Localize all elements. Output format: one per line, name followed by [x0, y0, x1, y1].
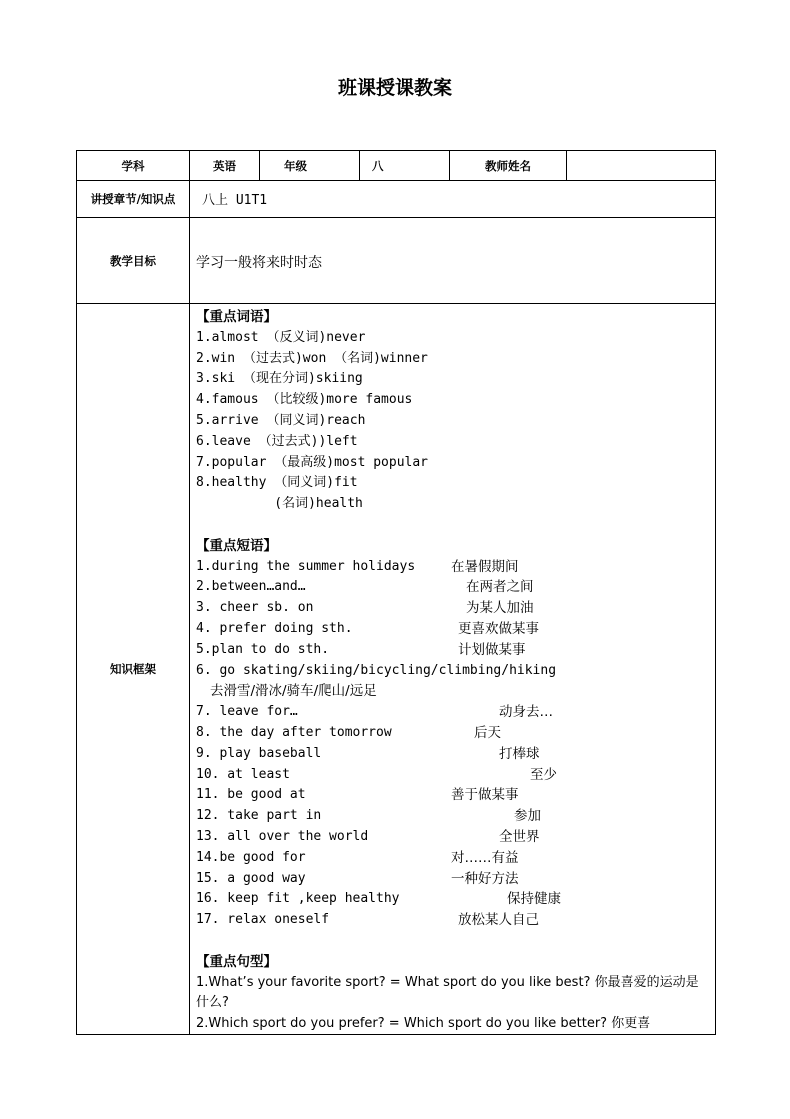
chapter-label: 讲授章节/知识点	[77, 181, 190, 218]
phrase-item	[196, 827, 715, 848]
goal-label: 教学目标	[77, 218, 190, 304]
phrase-item	[196, 785, 715, 806]
sentence-section-title: 【重点句型】	[196, 953, 277, 970]
phrase-item	[196, 744, 715, 765]
vocab-item: (名词)health	[196, 496, 363, 512]
vocab-item: 3.ski （现在分词)skiing	[196, 371, 363, 387]
phrase-en: 3. cheer sb. on	[196, 600, 314, 616]
phrase-item	[196, 889, 715, 910]
phrase-cn: 打棒球	[499, 745, 540, 762]
phrase-en: 15. a good way	[196, 870, 306, 886]
grade-value: 八	[360, 151, 450, 181]
phrase-cn: 在暑假期间	[451, 558, 519, 575]
phrase-cn: 动身去…	[499, 704, 553, 721]
phrase-en: 7. leave for…	[196, 704, 298, 720]
header-row	[77, 151, 716, 181]
phrase-item	[196, 702, 715, 723]
phrase-en: 6. go skating/skiing/bicycling/climbing/hiking	[196, 662, 557, 678]
phrase-en: 10. at least	[196, 766, 290, 782]
phrase-cn: 全世界	[499, 828, 540, 845]
phrase-item	[196, 661, 715, 682]
phrase-en: 9. play baseball	[196, 745, 322, 761]
vocab-item: 2.win （过去式)won （名词)winner	[196, 350, 428, 366]
phrase-en: 13. all over the world	[196, 828, 369, 844]
phrase-en: 2.between…and…	[196, 579, 306, 595]
teacher-label: 教师姓名	[450, 151, 567, 181]
page-title: 班课授课教案	[337, 77, 452, 99]
vocab-item: 6.leave （过去式))left	[196, 433, 358, 449]
lesson-plan-table	[76, 150, 716, 1035]
phrase-cn: 善于做某事	[451, 787, 519, 804]
phrase-en: 8. the day after tomorrow	[196, 724, 392, 740]
phrase-item	[196, 619, 715, 640]
phrase-item	[196, 640, 715, 661]
phrase-list	[196, 557, 715, 931]
vocab-item: 7.popular （最高级)most popular	[196, 454, 429, 470]
phrase-item	[196, 577, 715, 598]
vocab-item: 8.healthy （同义词)fit	[196, 475, 358, 491]
phrase-item	[196, 910, 715, 931]
teacher-value	[567, 151, 716, 181]
phrase-cn: 在两者之间	[466, 579, 534, 596]
phrase-cn: 放松某人自己	[458, 912, 539, 929]
phrase-en: 16. keep fit ,keep healthy	[196, 891, 400, 907]
vocab-item: 5.arrive （同义词)reach	[196, 412, 366, 428]
phrase-item	[196, 681, 715, 702]
grade-label: 年级	[260, 151, 360, 181]
phrase-section-title: 【重点短语】	[196, 537, 277, 554]
phrase-en: 17. relax oneself	[196, 912, 330, 928]
phrase-en: 11. be good at	[196, 787, 306, 803]
vocab-item: 1.almost （反义词)never	[196, 329, 366, 345]
phrase-en: 14.be good for	[196, 849, 306, 865]
subject-label: 学科	[77, 151, 190, 181]
sentence-item: 2.Which sport do you prefer? = Which sport do you like better? 你更喜	[196, 1015, 651, 1031]
phrase-cn: 对……有益	[451, 849, 519, 866]
phrase-en: 12. take part in	[196, 808, 322, 824]
phrase-item	[196, 557, 715, 578]
phrase-cn: 至少	[530, 766, 557, 783]
vocab-list	[196, 328, 715, 515]
phrase-cn: 为某人加油	[466, 600, 534, 617]
phrase-item	[196, 848, 715, 869]
vocab-section-title: 【重点词语】	[196, 309, 277, 325]
phrase-cn: 一种好方法	[451, 870, 519, 887]
sentence-list	[196, 973, 715, 1035]
phrase-item	[196, 598, 715, 619]
phrase-cn: 计划做某事	[458, 641, 526, 658]
phrase-item	[196, 869, 715, 890]
phrase-item	[196, 723, 715, 744]
phrase-en: 5.plan to do sth.	[196, 641, 330, 657]
phrase-cn: 参加	[514, 808, 541, 825]
phrase-cn: 更喜欢做某事	[458, 620, 539, 637]
framework-label: 知识框架	[77, 304, 190, 1035]
goal-row	[77, 218, 716, 304]
chapter-row	[77, 181, 716, 218]
phrase-en: 4. prefer doing sth.	[196, 620, 353, 636]
phrase-item	[196, 806, 715, 827]
framework-row	[77, 304, 716, 1035]
vocab-item: 4.famous （比较级)more famous	[196, 392, 413, 408]
goal-value: 学习一般将来时时态	[190, 218, 716, 304]
subject-value: 英语	[190, 151, 260, 181]
phrase-cn: 去滑雪/滑冰/骑车/爬山/远足	[210, 683, 377, 700]
sentence-item: 1.What’s your favorite sport? = What sport do you like best? 你最喜爱的运动是什么?	[196, 974, 699, 1010]
framework-content	[190, 304, 716, 1035]
phrase-cn: 后天	[474, 724, 501, 741]
phrase-cn: 保持健康	[507, 891, 561, 908]
phrase-item	[196, 765, 715, 786]
phrase-en: 1.during the summer holidays	[196, 558, 416, 574]
chapter-value: 八上 U1T1	[190, 181, 716, 218]
